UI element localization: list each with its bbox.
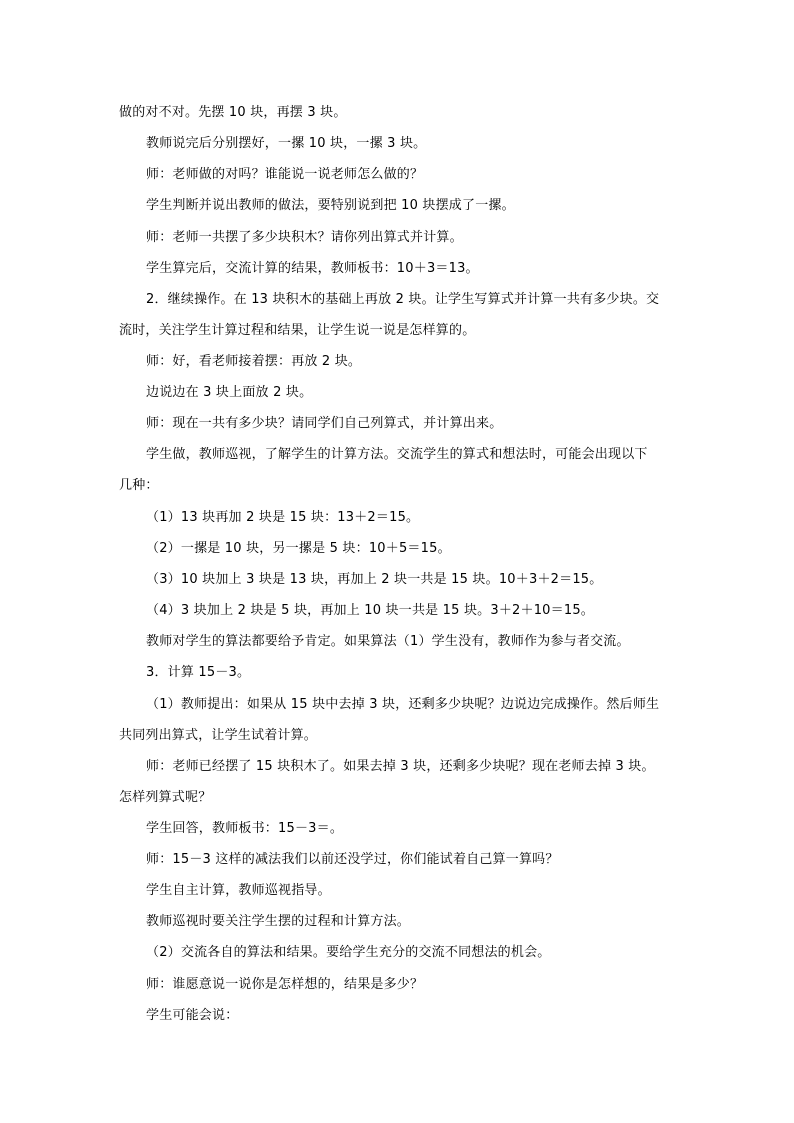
paragraph-line: 共同列出算式，让学生试着计算。 [119,728,318,743]
section-heading: 3．计算 15－3。 [146,665,251,680]
paragraph-line: 学生算完后，交流计算的结果，教师板书：10＋3＝13。 [146,261,479,276]
list-item: （2）一摞是 10 块，另一摞是 5 块：10＋5＝15。 [146,541,451,556]
paragraph-line: 师：好，看老师接着摆：再放 2 块。 [146,354,362,369]
paragraph-line: 师：老师做的对吗？谁能说一说老师怎么做的？ [146,167,424,182]
paragraph-line: 教师巡视时要关注学生摆的过程和计算方法。 [146,914,411,929]
list-item: （4）3 块加上 2 块是 5 块，再加上 10 块一共是 15 块。3＋2＋10＝15。 [146,603,594,618]
paragraph-line: 学生做，教师巡视，了解学生的计算方法。交流学生的算式和想法时，可能会出现以下 [146,447,648,462]
paragraph-line: 学生判断并说出教师的做法，要特别说到把 10 块摆成了一摞。 [146,198,515,213]
paragraph-line: 学生回答，教师板书：15－3＝。 [146,821,344,836]
paragraph-line: 做的对不对。先摆 10 块，再摆 3 块。 [119,105,347,120]
paragraph-line: 师：老师一共摆了多少块积木？请你列出算式并计算。 [146,230,463,245]
paragraph-line: 流时，关注学生计算过程和结果，让学生说一说是怎样算的。 [119,323,476,338]
paragraph-line: 师：现在一共有多少块？请同学们自己列算式，并计算出来。 [146,416,503,431]
paragraph-line: 几种： [119,478,159,493]
paragraph-line: 怎样列算式呢？ [119,790,212,805]
paragraph-line: 教师对学生的算法都要给予肯定。如果算法（1）学生没有，教师作为参与者交流。 [146,634,630,649]
paragraph-line: 学生可能会说： [146,1008,239,1023]
paragraph-line: （1）教师提出：如果从 15 块中去掉 3 块，还剩多少块呢？边说边完成操作。然后师生 [146,697,660,712]
paragraph-line: 2．继续操作。在 13 块积木的基础上再放 2 块。让学生写算式并计算一共有多少块。交 [146,292,660,307]
paragraph-line: 学生自主计算，教师巡视指导。 [146,883,331,898]
paragraph-line: 边说边在 3 块上面放 2 块。 [146,385,313,400]
list-item: （1）13 块再加 2 块是 15 块：13＋2＝15。 [146,510,420,525]
paragraph-line: 师：谁愿意说一说你是怎样想的，结果是多少？ [146,977,424,992]
paragraph-line: 师：老师已经摆了 15 块积木了。如果去掉 3 块，还剩多少块呢？现在老师去掉 3 块。 [146,759,655,774]
paragraph-line: 师：15－3 这样的减法我们以前还没学过，你们能试着自己算一算吗？ [146,852,559,867]
list-item: （3）10 块加上 3 块是 13 块，再加上 2 块一共是 15 块。10＋3＋2＝15。 [146,572,603,587]
paragraph-line: 教师说完后分别摆好，一摞 10 块，一摞 3 块。 [146,136,427,151]
paragraph-line: （2）交流各自的算法和结果。要给学生充分的交流不同想法的机会。 [146,945,551,960]
